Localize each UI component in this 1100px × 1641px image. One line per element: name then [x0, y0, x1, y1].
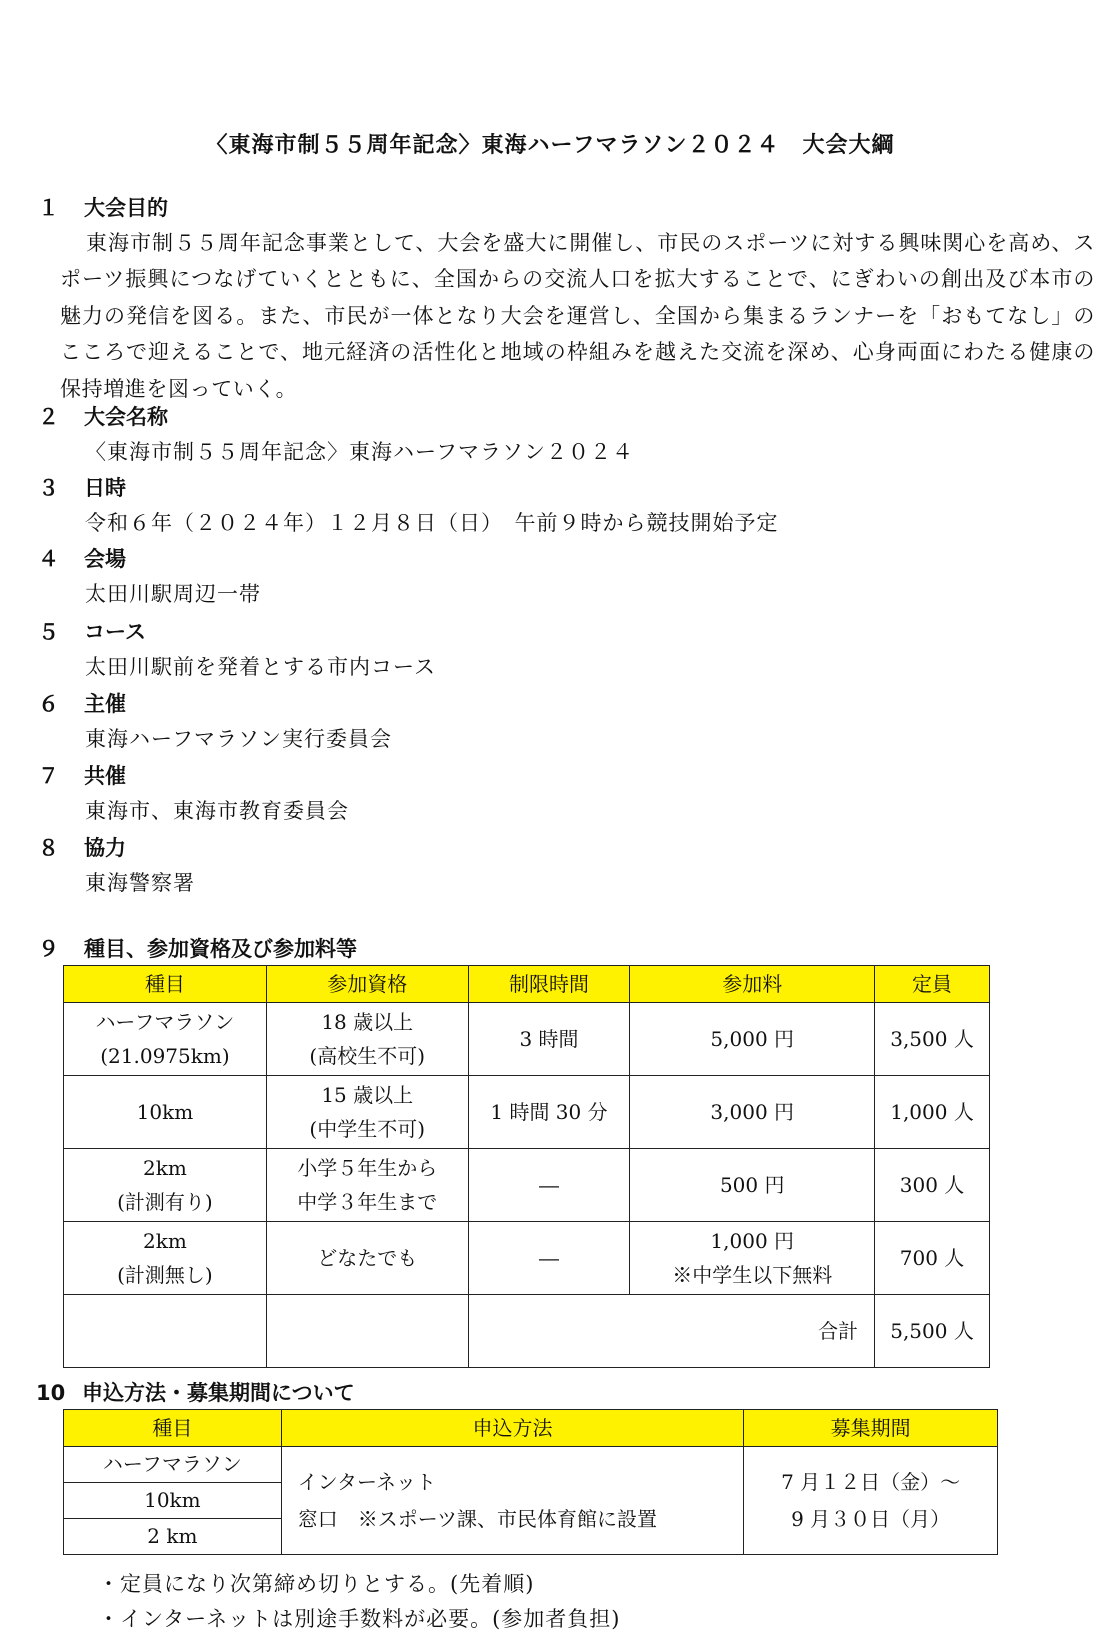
- section-number: ７: [38, 764, 59, 788]
- empty-cell: [64, 1295, 267, 1368]
- section-title: コース: [84, 620, 146, 644]
- cell-line: 中学３年生まで: [297, 1190, 438, 1214]
- cell-line: (計測有り): [117, 1190, 213, 1214]
- header-cell: 制限時間: [468, 966, 630, 1003]
- time-limit-cell: 3 時間: [468, 1003, 630, 1076]
- section-7-text: 東海市、東海市教育委員会: [85, 799, 349, 823]
- section-number: ９: [38, 937, 59, 961]
- application-table: [63, 1409, 998, 1555]
- cell-line: 9 月３０日（月）: [791, 1506, 951, 1531]
- capacity-cell: 3,500 人: [875, 1003, 990, 1076]
- section-8-heading: [38, 833, 126, 863]
- section-number: ６: [38, 692, 59, 716]
- section-4-text: 太田川駅周辺一帯: [85, 582, 261, 606]
- section-number: ４: [38, 547, 59, 571]
- table-row: [64, 1076, 990, 1149]
- eligibility-cell: [266, 1076, 468, 1149]
- header-cell: 参加資格: [266, 966, 468, 1003]
- capacity-cell: 1,000 人: [875, 1076, 990, 1149]
- section-title: 大会名称: [84, 405, 168, 429]
- section-8-text: 東海警察署: [85, 871, 195, 895]
- section-1-paragraph: 東海市制５５周年記念事業として、大会を盛大に開催し、市民のスポーツに対する興味関心を高め、スポーツ振興につなげていくとともに、全国からの交流人口を拡大することで、にぎわいの創出及び本市の魅力の発信を図る。また、市民が一体となり大会を運営し、全国から集まるランナーを「おもてなし」のこころで迎えることで、地元経済の活性化と地域の枠組みを越えた交流を深め、心身両面にわたる健康の保持増進を図っていく。: [60, 231, 1095, 401]
- header-cell: 種目: [64, 1410, 282, 1447]
- section-3-heading: [38, 473, 126, 503]
- section-10-heading: [36, 1378, 355, 1408]
- section-title: 主催: [84, 692, 126, 716]
- period-cell: [744, 1447, 998, 1555]
- fee-cell: [630, 1222, 875, 1295]
- note-line: ・インターネットは別途手数料が必要。(参加者負担): [98, 1607, 621, 1631]
- cell-line: 7 月１２日（金）～: [781, 1469, 961, 1494]
- section-1-heading: [38, 193, 168, 223]
- note-line: ・定員になり次第締め切りとする。(先着順): [98, 1572, 535, 1596]
- header-cell: 申込方法: [281, 1410, 743, 1447]
- eligibility-cell: [266, 1222, 468, 1295]
- cell-line: インターネット: [297, 1469, 436, 1494]
- header-cell: 定員: [875, 966, 990, 1003]
- event-cell: [64, 1076, 267, 1149]
- event-cell: [64, 1149, 267, 1222]
- section-title: 協力: [84, 836, 126, 860]
- section-7-heading: [38, 761, 126, 791]
- capacity-cell: 300 人: [875, 1149, 990, 1222]
- cell-line: ※中学生以下無料: [672, 1263, 833, 1287]
- fee-cell: [630, 1076, 875, 1149]
- time-limit-cell: ―: [468, 1222, 630, 1295]
- event-cell: 10km: [64, 1483, 282, 1519]
- fee-cell: [630, 1149, 875, 1222]
- section-2-heading: [38, 402, 168, 432]
- table-row: [64, 1149, 990, 1222]
- capacity-cell: 700 人: [875, 1222, 990, 1295]
- cell-line: 10km: [136, 1100, 194, 1124]
- header-cell: 種目: [64, 966, 267, 1003]
- section-number: ８: [38, 836, 59, 860]
- cell-line: 5,000 円: [710, 1027, 795, 1051]
- section-number: 10: [36, 1381, 66, 1405]
- cell-line: ハーフマラソン: [95, 1010, 235, 1034]
- events-table: [63, 965, 990, 1368]
- cell-line: 3,000 円: [710, 1100, 795, 1124]
- cell-line: どなたでも: [317, 1246, 418, 1270]
- total-value-cell: 5,500 人: [875, 1295, 990, 1368]
- method-cell: [281, 1447, 743, 1555]
- cell-line: 1,000 円: [710, 1229, 795, 1253]
- cell-line: 18 歳以上: [321, 1010, 414, 1034]
- section-number: ５: [38, 620, 59, 644]
- cell-line: 小学５年生から: [297, 1156, 438, 1180]
- cell-line: (高校生不可): [309, 1044, 426, 1068]
- section-title: 申込方法・募集期間について: [82, 1381, 355, 1405]
- event-cell: ハーフマラソン: [64, 1447, 282, 1483]
- cell-line: 2km: [143, 1156, 187, 1180]
- cell-line: 500 円: [719, 1173, 785, 1197]
- document-title: 〈東海市制５５周年記念〉東海ハーフマラソン２０２４ 大会大綱: [205, 133, 895, 158]
- header-cell: 募集期間: [744, 1410, 998, 1447]
- section-title: 会場: [84, 547, 126, 571]
- table-row: [64, 1003, 990, 1076]
- empty-cell: [266, 1295, 468, 1368]
- section-2-text: 〈東海市制５５周年記念〉東海ハーフマラソン２０２４: [85, 440, 634, 464]
- table-total-row: [64, 1295, 990, 1368]
- event-cell: 2 km: [64, 1519, 282, 1555]
- event-cell: [64, 1222, 267, 1295]
- section-5-text: 太田川駅前を発着とする市内コース: [85, 655, 436, 679]
- section-number: ２: [38, 405, 59, 429]
- cell-line: 15 歳以上: [321, 1083, 414, 1107]
- cell-line: 窓口 ※スポーツ課、市民体育館に設置: [297, 1506, 657, 1531]
- table-header-row: [64, 966, 990, 1003]
- cell-line: (計測無し): [117, 1263, 213, 1287]
- cell-line: (21.0975km): [100, 1044, 230, 1068]
- section-6-heading: [38, 689, 126, 719]
- section-6-text: 東海ハーフマラソン実行委員会: [85, 727, 392, 751]
- header-cell: 参加料: [630, 966, 875, 1003]
- table-row: [64, 1447, 998, 1483]
- eligibility-cell: [266, 1149, 468, 1222]
- eligibility-cell: [266, 1003, 468, 1076]
- section-number: ３: [38, 476, 59, 500]
- section-number: １: [38, 196, 59, 220]
- total-label-cell: 合計: [468, 1295, 874, 1368]
- cell-line: (中学生不可): [309, 1117, 426, 1141]
- section-title: 日時: [84, 476, 126, 500]
- section-title: 大会目的: [84, 196, 168, 220]
- section-title: 種目、参加資格及び参加料等: [84, 937, 357, 961]
- section-5-heading: [38, 617, 146, 647]
- section-4-heading: [38, 544, 126, 574]
- time-limit-cell: 1 時間 30 分: [468, 1076, 630, 1149]
- section-title: 共催: [84, 764, 126, 788]
- time-limit-cell: ―: [468, 1149, 630, 1222]
- fee-cell: [630, 1003, 875, 1076]
- table-row: [64, 1222, 990, 1295]
- section-9-heading: [38, 934, 357, 964]
- cell-line: 2km: [143, 1229, 187, 1253]
- section-3-text: 令和６年（２０２４年）１２月８日（日） 午前９時から競技開始予定: [85, 511, 779, 535]
- table-header-row: [64, 1410, 998, 1447]
- event-cell: [64, 1003, 267, 1076]
